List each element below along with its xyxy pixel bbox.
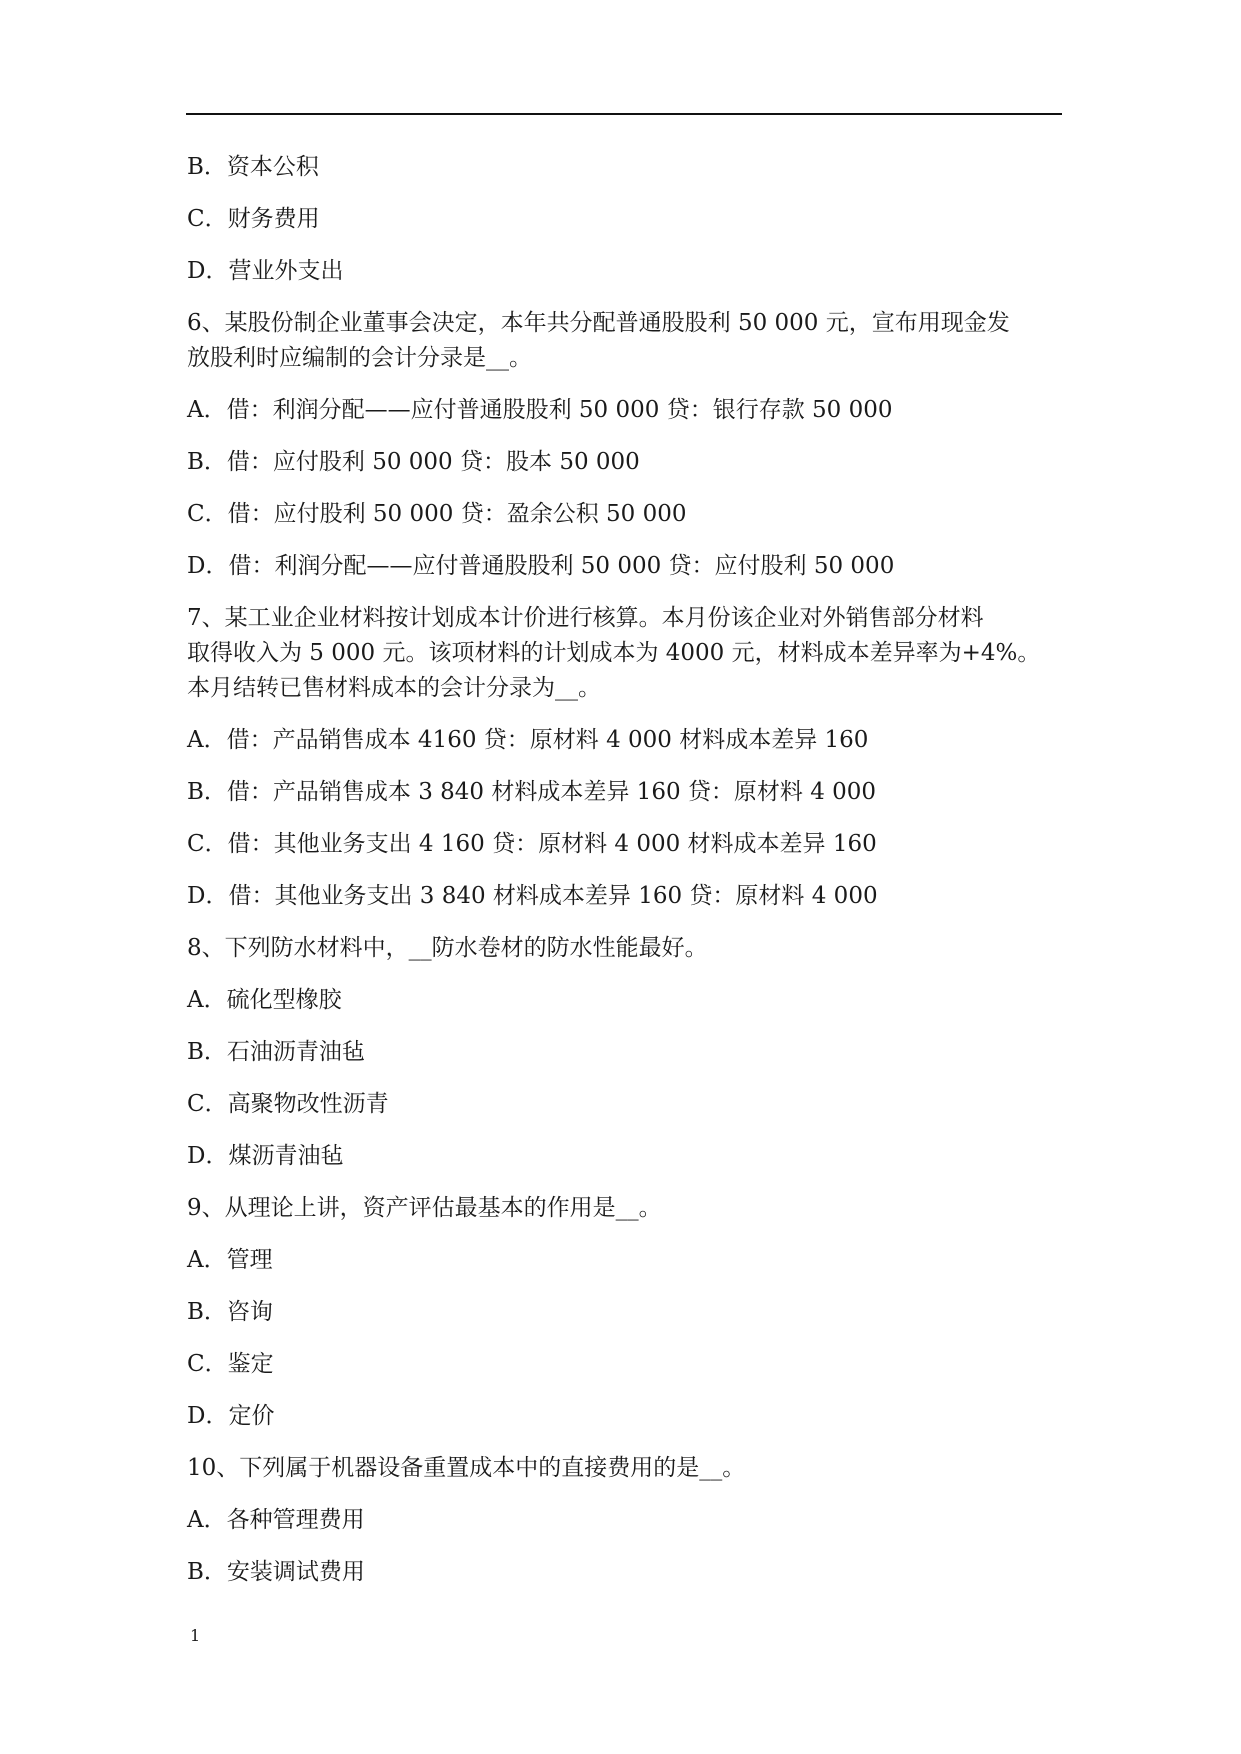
text-line: B．咨询 [187, 1299, 273, 1325]
paragraph [187, 601, 1067, 706]
paragraph [187, 497, 1067, 532]
text-line: B．借：产品销售成本 3 840 材料成本差异 160 贷：原材料 4 000 [187, 779, 877, 805]
paragraph [187, 1295, 1067, 1330]
paragraph [187, 393, 1067, 428]
text-line: B．石油沥青油毡 [187, 1039, 365, 1065]
text-line: A．硫化型橡胶 [187, 987, 342, 1013]
paragraph [187, 931, 1067, 966]
paragraph [187, 775, 1067, 810]
text-line: C．鉴定 [187, 1351, 274, 1377]
text-line: A．借：产品销售成本 4160 贷：原材料 4 000 材料成本差异 160 [187, 727, 869, 753]
text-line: D．营业外支出 [187, 258, 344, 284]
paragraph [187, 723, 1067, 758]
text-line: D．借：其他业务支出 3 840 材料成本差异 160 贷：原材料 4 000 [187, 883, 878, 909]
paragraph [187, 549, 1067, 584]
text-line: B．资本公积 [187, 154, 319, 180]
text-line: D．定价 [187, 1403, 275, 1429]
paragraph [187, 827, 1067, 862]
text-line: 放股利时应编制的会计分录是__。 [187, 345, 532, 371]
paragraph [187, 202, 1067, 237]
paragraph [187, 983, 1067, 1018]
text-line: A．借：利润分配——应付普通股股利 50 000 贷：银行存款 50 000 [187, 397, 893, 423]
paragraph [187, 1555, 1067, 1590]
paragraph [187, 1243, 1067, 1278]
text-line: D．借：利润分配——应付普通股股利 50 000 贷：应付股利 50 000 [187, 553, 895, 579]
header-rule [186, 113, 1062, 115]
paragraph [187, 445, 1067, 480]
text-line: 6、某股份制企业董事会决定，本年共分配普通股股利 50 000 元，宣布用现金发 [187, 310, 1010, 336]
text-line: C．财务费用 [187, 206, 320, 232]
document-body [187, 150, 1067, 1607]
text-line: 取得收入为 5 000 元。该项材料的计划成本为 4000 元，材料成本差异率为+4%。 [187, 640, 1041, 666]
paragraph [187, 879, 1067, 914]
paragraph [187, 1087, 1067, 1122]
text-line: C．高聚物改性沥青 [187, 1091, 389, 1117]
paragraph [187, 306, 1067, 376]
text-line: 8、下列防水材料中，__防水卷材的防水性能最好。 [187, 935, 708, 961]
page-number: 1 [190, 1626, 201, 1645]
text-line: 本月结转已售材料成本的会计分录为__。 [187, 675, 601, 701]
paragraph [187, 1139, 1067, 1174]
text-line: C．借：应付股利 50 000 贷：盈余公积 50 000 [187, 501, 687, 527]
text-line: 10、下列属于机器设备重置成本中的直接费用的是__。 [187, 1455, 746, 1481]
paragraph [187, 1035, 1067, 1070]
text-line: C．借：其他业务支出 4 160 贷：原材料 4 000 材料成本差异 160 [187, 831, 877, 857]
text-line: 7、某工业企业材料按计划成本计价进行核算。本月份该企业对外销售部分材料 [187, 605, 984, 631]
text-line: A．各种管理费用 [187, 1507, 365, 1533]
paragraph [187, 254, 1067, 289]
text-line: D．煤沥青油毡 [187, 1143, 344, 1169]
paragraph [187, 1503, 1067, 1538]
text-line: A．管理 [187, 1247, 273, 1273]
text-line: B．借：应付股利 50 000 贷：股本 50 000 [187, 449, 640, 475]
text-line: B．安装调试费用 [187, 1559, 365, 1585]
paragraph [187, 1399, 1067, 1434]
paragraph [187, 1347, 1067, 1382]
paragraph [187, 1191, 1067, 1226]
paragraph [187, 150, 1067, 185]
text-line: 9、从理论上讲，资产评估最基本的作用是__。 [187, 1195, 662, 1221]
paragraph [187, 1451, 1067, 1486]
